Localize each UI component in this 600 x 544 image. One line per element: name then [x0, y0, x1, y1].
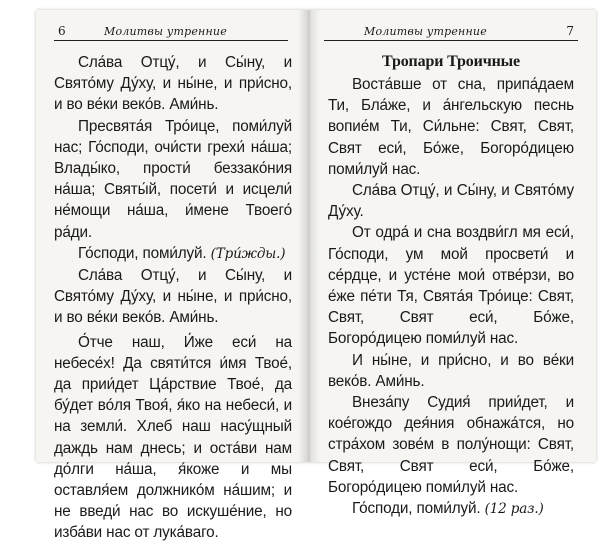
section-title: Тропари Троичные: [382, 53, 520, 70]
right-page-text: [328, 52, 574, 520]
right-running-header: [324, 22, 578, 41]
paragraph-lord-have-mercy-12: Го́споди, поми́луй. (12 раз.): [352, 500, 544, 518]
left-page-number: 6: [58, 24, 66, 38]
paragraph-now-and-ever: И ны́не, и при́сно, и во ве́ки веко́в. Ами́нь.: [328, 351, 574, 390]
left-running-header: [54, 22, 288, 41]
paragraph-gloria-2: Сла́ва Отцу́, и Сы́ну, и Свято́му Ду́ху, и ны́не, и при́сно, и во ве́ки веко́в. Ами́нь.: [54, 267, 292, 327]
paragraph-gloria-1: Сла́ва Отцу́, и Сы́ну, и Свято́му Ду́ху, и ны́не, и при́сно, и во ве́ки веко́в. Ами́нь.: [54, 54, 292, 114]
right-header-title: Молитвы утренние: [364, 25, 487, 38]
paragraph-troparion-3: Внеза́пу Судия́ прии́дет, и кое́гождо дея́ния обнажа́тся, но стра́хом зове́м в полу́нощи: Свят, Свят, Свят еси́, Бо́же, Богоро́дицею поми́луй нас.: [328, 394, 574, 496]
rubric-thrice: (Три́жды.): [210, 245, 286, 262]
paragraph-lord-have-mercy-thrice: Го́споди, поми́луй. (Три́жды.): [78, 244, 286, 262]
open-prayer-book: [36, 10, 596, 542]
left-page: [36, 10, 306, 542]
left-page-text: [54, 52, 292, 544]
paragraph-gloria-short: Сла́ва Отцу́, и Сы́ну, и Свято́му Ду́ху.: [328, 182, 574, 221]
right-page-number: 7: [566, 24, 574, 38]
right-page: [306, 10, 596, 518]
paragraph-troparion-1: Воста́вше от сна, припа́даем Ти, Бла́же, и а́нгельскую песнь вопие́м Ти, Си́льне: Свят, Свят, Свят еси́, Бо́же, Богоро́дицею поми́луй нас.: [328, 76, 574, 178]
rubric-12-times: (12 раз.): [484, 501, 544, 518]
paragraph-troparion-2: От одра́ и сна воздви́гл мя еси́, Го́споди, ум мой просвети́ и се́рдце, и усте́не мои́ отве́рзи, во е́же пе́ти Тя, Свята́я Тро́ице: Свят, Свят, Свят еси́, Бо́же, Богоро́дицею поми́луй нас.: [328, 224, 574, 348]
left-header-title: Молитвы утренние: [104, 25, 227, 38]
paragraph-our-father: О́тче наш, И́же еси́ на небесе́х! Да святи́тся и́мя Твое́, да прии́дет Ца́рствие Твое́, да бу́дет во́ля Твоя́, я́ко на небеси́, и на земли́. Хлеб наш насу́щный даждь нам днесь; и оста́ви нам до́лги на́ша, я́коже и мы оставля́ем должнико́м на́шим; и не введи́ нас во искуше́ние, но изба́ви нас от лука́ваго.: [54, 333, 292, 542]
paragraph-holy-trinity: Пресвята́я Тро́ице, поми́луй нас; Го́споди, очи́сти грехи́ на́ша; Влады́ко, прости́ беззако́ния на́ша; Святы́й, посети́ и исцели́ не́мощи на́ша, и́мене Твоего́ ра́ди.: [54, 117, 292, 241]
